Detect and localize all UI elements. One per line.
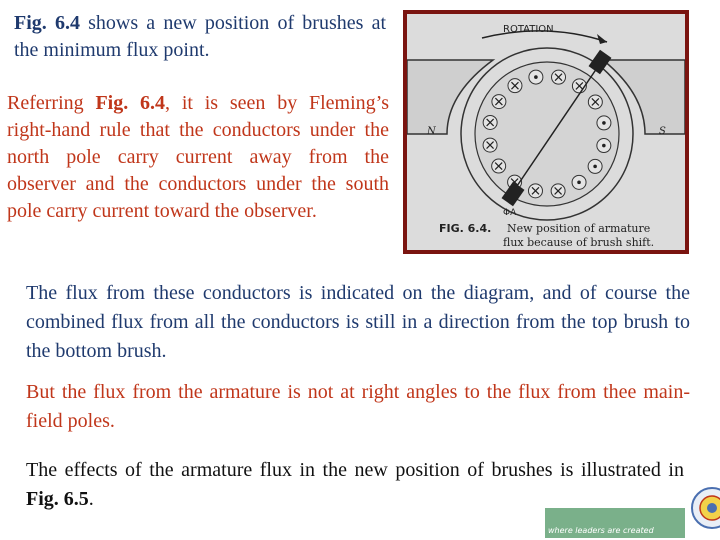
effects-paragraph	[26, 456, 684, 514]
logo-tagline: where leaders are created	[548, 526, 654, 535]
caption-line-2: flux because of brush shift.	[503, 236, 655, 249]
emblem-icon	[690, 482, 720, 536]
fig-ref: Fig. 6.5	[26, 488, 89, 510]
current-toward-mark	[534, 75, 538, 79]
rotation-arrowhead	[597, 34, 607, 44]
north-label: N	[427, 126, 436, 137]
armature	[475, 62, 619, 206]
current-toward-mark	[602, 144, 606, 148]
armature-flux-label: ΦA	[503, 208, 517, 218]
fig-ref: Fig. 6.4	[95, 92, 166, 114]
caption-number: FIG. 6.4.	[439, 222, 492, 235]
current-toward-mark	[602, 121, 606, 125]
figure-6-4	[403, 10, 689, 254]
flux-paragraph: The flux from these conductors is indicated on the diagram, and of course the combined flux from all the conductors is still in a direction from the top brush to the bottom brush.	[26, 282, 690, 362]
rotation-label: ROTATION	[503, 24, 554, 35]
current-toward-mark	[593, 165, 597, 169]
current-toward-mark	[577, 181, 581, 185]
effects-text: The effects of the armature flux in the new position of brushes is illustrated in	[26, 459, 684, 481]
fig-ref: Fig. 6.4	[14, 12, 80, 34]
intro-text: shows a new position of brushes at the minimum flux point.	[14, 12, 386, 61]
armature-diagram	[407, 14, 685, 250]
south-label: S	[659, 126, 666, 137]
right-angle-paragraph: But the flux from the armature is not at right angles to the flux from thee main-field poles.	[26, 381, 690, 432]
fleming-pre: Referring	[7, 92, 96, 114]
caption-line-1: New position of armature	[507, 222, 651, 235]
intro-paragraph	[14, 10, 386, 64]
effects-end: .	[88, 488, 94, 510]
fleming-paragraph	[7, 90, 389, 225]
fleming-text: , it is seen by Fleming’s right-hand rule that the conductors under the north pole carry current away from the observer and the conductors under the south pole carry current toward the observer.	[7, 92, 389, 222]
